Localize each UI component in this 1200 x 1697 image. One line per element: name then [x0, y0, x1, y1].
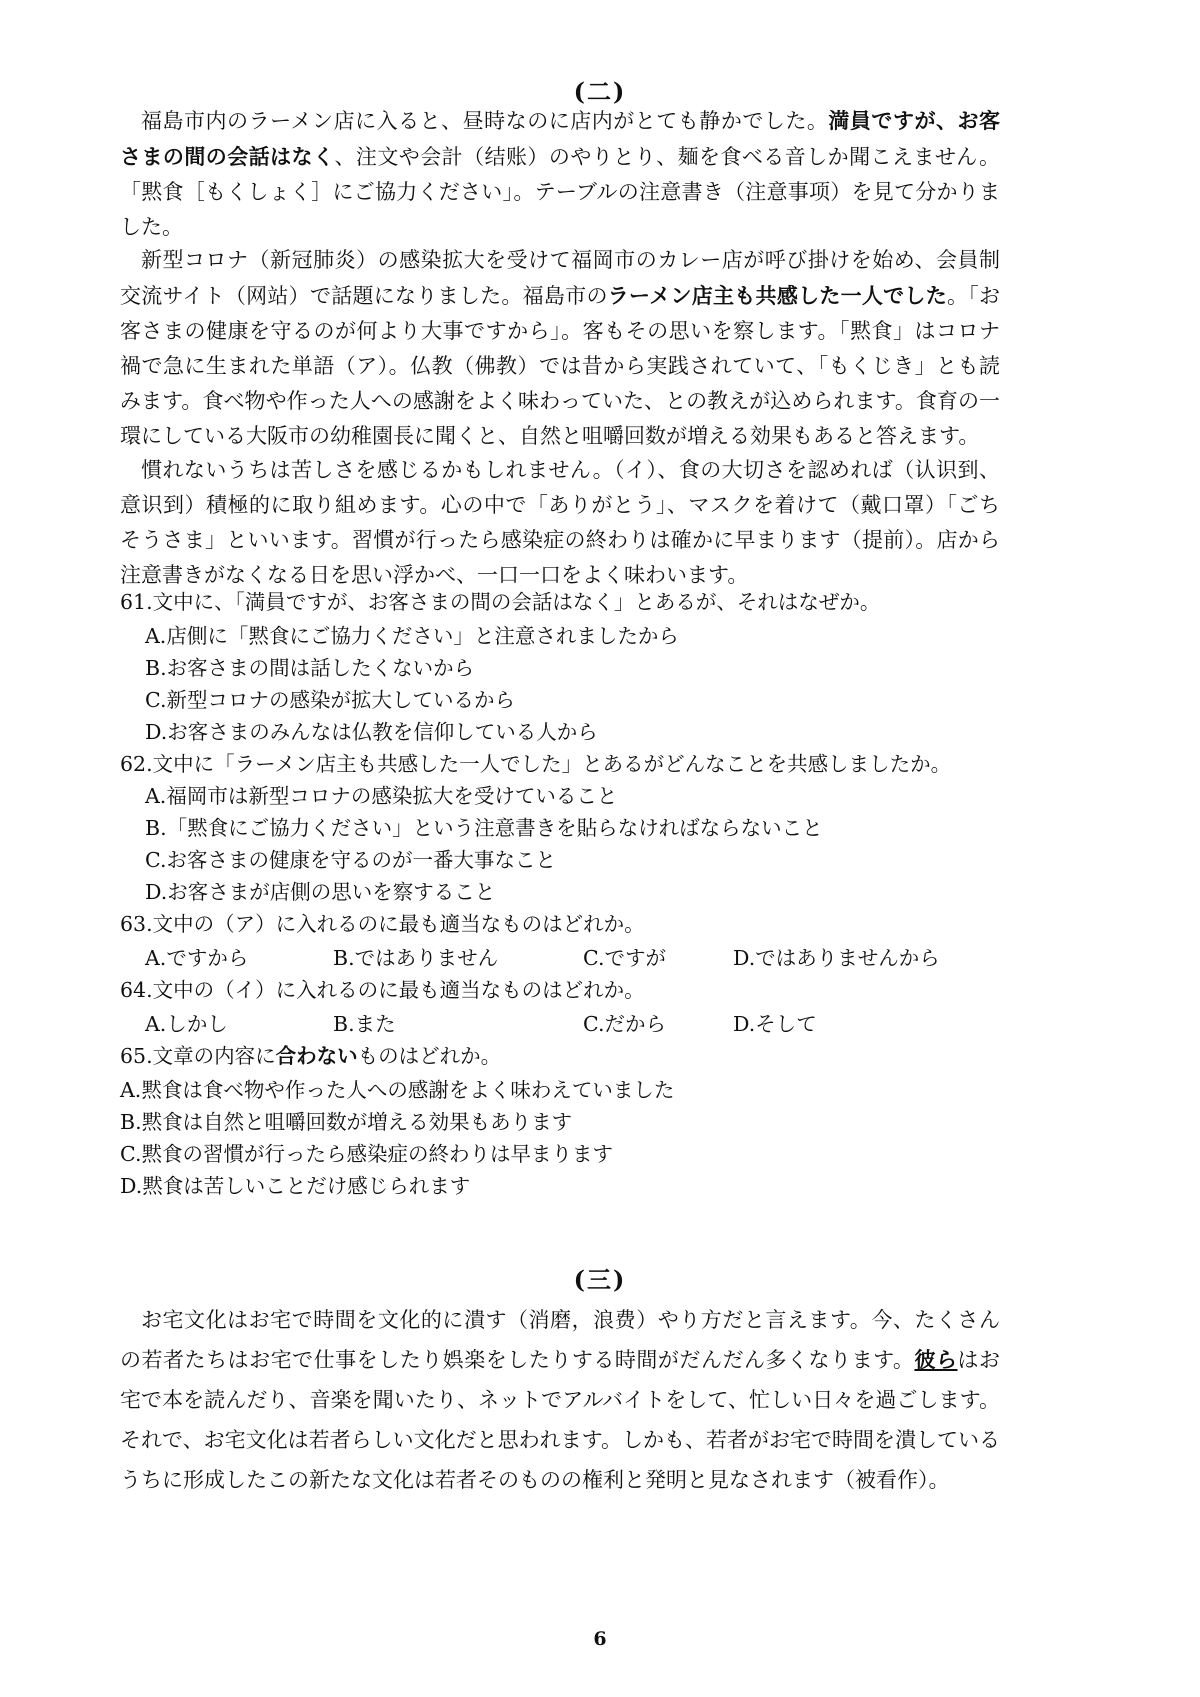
question-62-stem: 62.文中に「ラーメン店主も共感した一人でした」とあるがどんなことを共感しましたか。 — [120, 752, 952, 776]
highlighted-phrase: ラーメン店主も共感した一人でした — [607, 283, 947, 308]
passage-paragraph-1 — [120, 103, 1000, 245]
q61-option-a[interactable]: A.店側に「黙食にご協力ください」と注意されましたから — [145, 624, 679, 648]
q64-option-c[interactable]: C.だから — [583, 1012, 666, 1036]
underlined-word-karera: 彼ら — [914, 1347, 958, 1372]
section-heading-2: (二) — [573, 77, 627, 106]
q61-option-b[interactable]: B.お客さまの間は話したくないから — [145, 656, 475, 680]
q64-option-b[interactable]: B.また — [333, 1012, 396, 1036]
q62-option-b[interactable]: B.「黙食にご協力ください」という注意書きを貼らなければならないこと — [145, 816, 823, 840]
paragraph-text: 、注文や会計（结账）のやりとり、麺を食べる音しか聞こえません。「黙食［もくしょく］にご協力ください」。テーブルの注意書き（注意事项）を見て分かりました。 — [120, 145, 1000, 239]
paragraph-text: はお宅で本を読んだり、音楽を聞いたり、ネットでアルバイトをして、忙しい日々を過ごします。それで、お宅文化は若者らしい文化だと思われます。しかも、若者がお宅で時間を潰しているうちに形成したこの新たな文化は若者そのものの権利と発明と見なされます（被看作）。 — [120, 1348, 1001, 1492]
q63-option-d[interactable]: D.ではありませんから — [733, 946, 940, 970]
q62-option-a[interactable]: A.福岡市は新型コロナの感染拡大を受けていること — [145, 784, 618, 808]
section-heading-3: (三) — [573, 1265, 627, 1294]
q61-option-c[interactable]: C.新型コロナの感染が拡大しているから — [145, 688, 515, 712]
q65-option-a[interactable]: A.黙食は食べ物や作った人への感謝をよく味わえていました — [120, 1078, 675, 1102]
question-65-stem — [120, 1039, 501, 1069]
q64-option-a[interactable]: A.しかし — [145, 1012, 228, 1036]
question-63-stem: 63.文中の（ア）に入れるのに最も適当なものはどれか。 — [120, 912, 645, 936]
page-number: 6 — [593, 1628, 607, 1650]
q65-option-d[interactable]: D.黙食は苦しいことだけ感じられます — [120, 1174, 471, 1198]
q62-option-c[interactable]: C.お客さまの健康を守るのが一番大事なこと — [145, 848, 556, 872]
question-65-stem-start: 65.文章の内容に — [120, 1044, 276, 1068]
emphasis-not-match: 合わない — [275, 1044, 358, 1068]
passage-3-paragraph-1 — [120, 1300, 1000, 1500]
q64-option-d[interactable]: D.そして — [733, 1012, 817, 1036]
paragraph-text: 慣れないうちは苦しさを感じるかもしれません。（イ）、食の大切さを認めれば（认识到、意识到）積極的に取り組めます。心の中で「ありがとう」、マスクを着けて（戴口罩）「ごちそうさま」といいます。習慣が行ったら感染症の終わりは確かに早まります（提前）。店から注意書きがなくなる日を思い浮かべ、一口一口をよく味わいます。 — [120, 458, 1000, 587]
q63-option-b[interactable]: B.ではありません — [333, 946, 499, 970]
passage-paragraph-2 — [120, 243, 1000, 454]
q65-option-b[interactable]: B.黙食は自然と咀嚼回数が増える効果もあります — [120, 1110, 573, 1134]
paragraph-text: 福島市内のラーメン店に入ると、昼時なのに店内がとても静かでした。 — [141, 109, 829, 133]
highlighted-phrase: 満員ですが、お客さまの間の会話はなく — [120, 108, 1001, 169]
q61-option-d[interactable]: D.お客さまのみんなは仏教を信仰している人から — [145, 720, 598, 744]
question-64-stem: 64.文中の（イ）に入れるのに最も適当なものはどれか。 — [120, 978, 645, 1002]
paragraph-text: 新型コロナ（新冠肺炎）の感染拡大を受けて福岡市のカレー店が呼び掛けを始め、会員制交流サイト（网站）で話題になりました。福島市の — [120, 248, 1001, 308]
paragraph-text: 。「お客さまの健康を守るのが何より大事ですから」。客もその思いを察します。「黙食」はコロナ禍で急に生まれた単語（ア）。仏教（佛教）では昔から実践されていて、「もくじき」とも読みます。食べ物や作った人への感謝をよく味わっていた、との教えが込められます。食育の一環にしている大阪市の幼稚園長に聞くと、自然と咀嚼回数が増える効果もあると答えます。 — [120, 284, 1001, 448]
q65-option-c[interactable]: C.黙食の習慣が行ったら感染症の終わりは早まります — [120, 1142, 613, 1166]
q63-option-a[interactable]: A.ですから — [145, 946, 249, 970]
paragraph-text: お宅文化はお宅で時間を文化的に潰す（消磨，浪费）やり方だと言えます。今、たくさんの若者たちはお宅で仕事をしたり娯楽をしたりする時間がだんだん多くなります。 — [120, 1308, 1000, 1372]
question-65-stem-end: ものはどれか。 — [357, 1044, 502, 1068]
passage-paragraph-3 — [120, 453, 1000, 593]
q62-option-d[interactable]: D.お客さまが店側の思いを察すること — [145, 880, 496, 904]
question-61-stem: 61.文中に、「満員ですが、お客さまの間の会話はなく」とあるが、それはなぜか。 — [120, 590, 881, 614]
q63-option-c[interactable]: C.ですが — [583, 946, 666, 970]
